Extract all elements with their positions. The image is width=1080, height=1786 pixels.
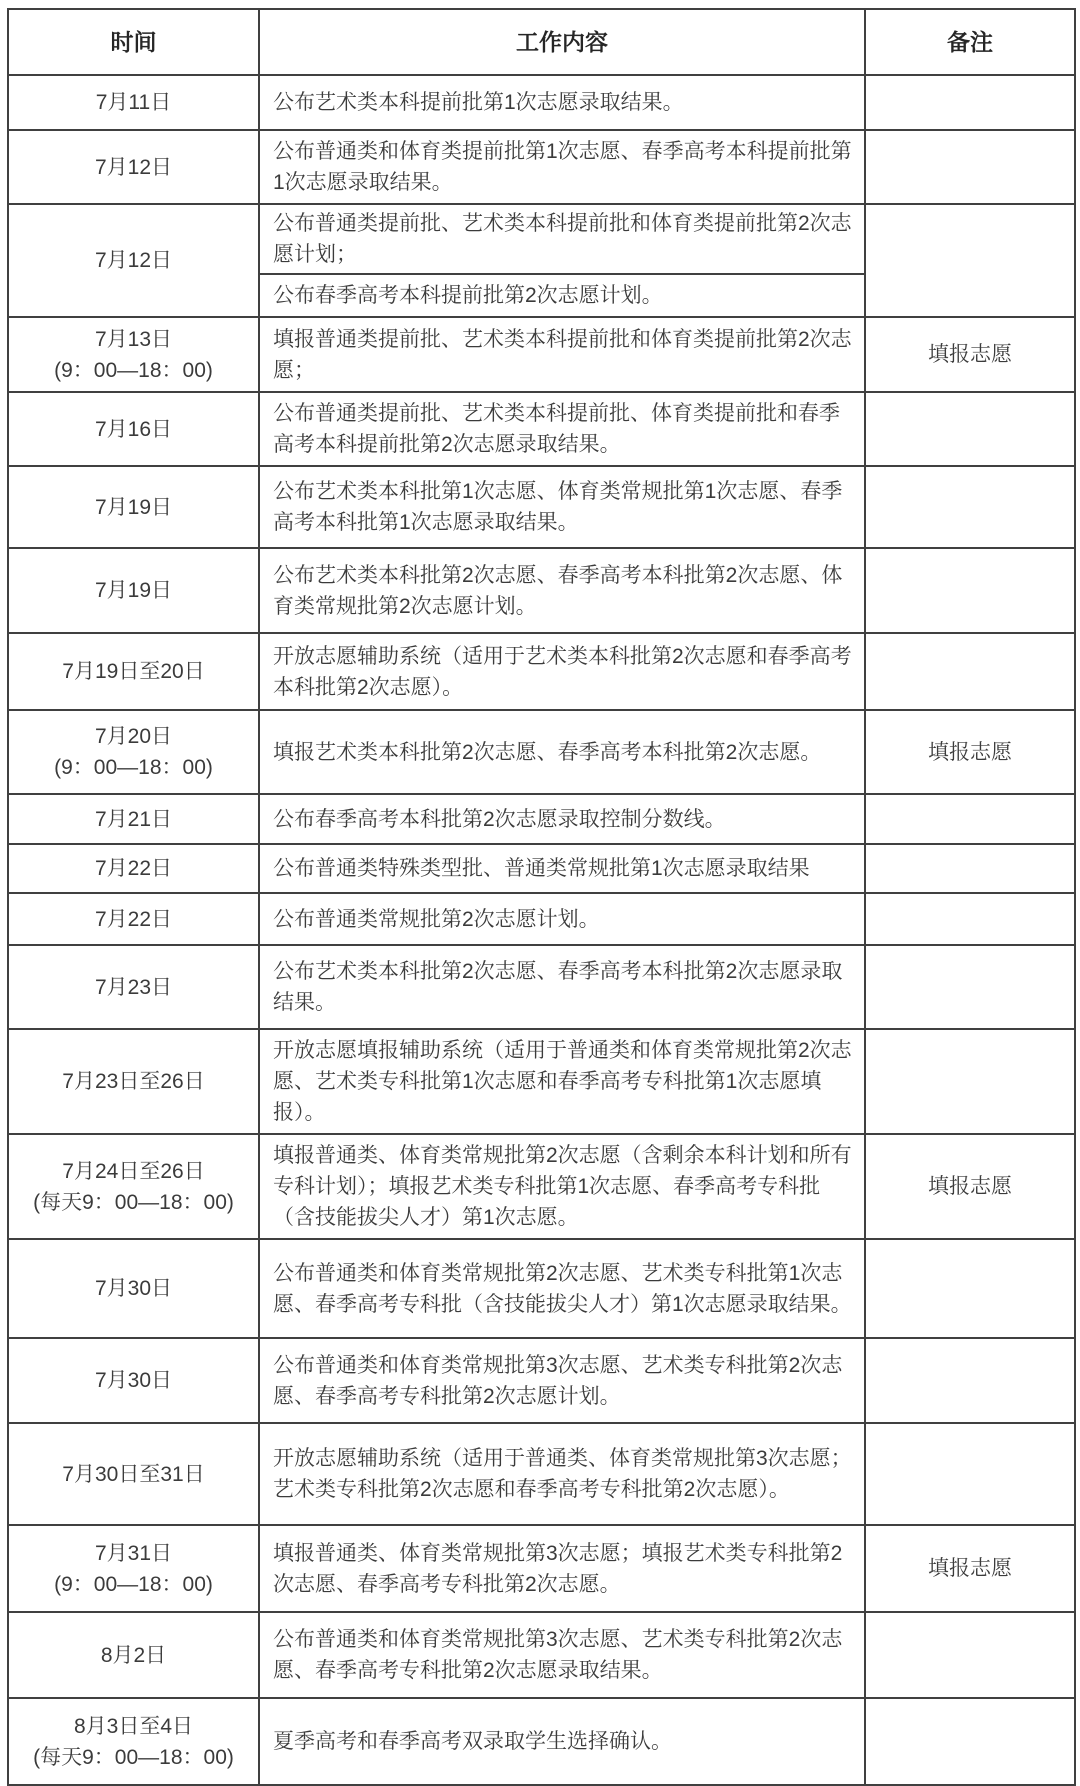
remark-cell [866,1699,1074,1784]
table-row [9,793,1074,843]
content-cell [260,894,866,944]
time-text: 7月24日至26日 [62,1159,205,1183]
content-text: 填报普通类提前批、艺术类本科提前批和体育类提前批第2次志愿； [273,327,852,382]
content-cell [260,205,866,316]
remark-cell [866,393,1074,465]
header-time-label: 时间 [110,28,157,55]
content-text: 公布普通类和体育类常规批第3次志愿、艺术类专科批第2次志愿、春季高考专科批第2次志愿录取结果。 [273,1628,843,1682]
remark-cell [866,894,1074,944]
time-range: (每天9：00—18：00) [33,1745,234,1769]
table-row [9,944,1074,1028]
time-cell [9,711,260,793]
table-row [9,1028,1074,1133]
content-cell [260,1699,866,1784]
table-row [9,547,1074,632]
content-text: 公布春季高考本科提前批第2次志愿计划。 [273,284,663,307]
content-subcell [260,205,864,273]
remark-text: 填报志愿 [928,1557,1012,1580]
time-text: 7月19日 [94,579,173,602]
remark-cell [866,549,1074,632]
content-cell [260,1135,866,1238]
time-cell [9,1240,260,1337]
time-cell [9,393,260,465]
content-text: 公布艺术类本科批第1次志愿、体育类常规批第1次志愿、春季高考本科批第1次志愿录取结果。 [273,480,843,534]
time-cell [9,318,260,391]
time-text: 7月31日 [94,1541,173,1565]
remark-cell [866,205,1074,316]
content-text: 公布春季高考本科批第2次志愿录取控制分数线。 [273,807,726,831]
content-text: 夏季高考和春季高考双录取学生选择确认。 [273,1730,672,1753]
content-text: 填报普通类、体育类常规批第2次志愿（含剩余本科计划和所有专科计划）；填报艺术类专科批第1次志愿、春季高考专科批（含技能拔尖人才）第1次志愿。 [273,1144,852,1229]
content-text: 填报普通类、体育类常规批第3次志愿；填报艺术类专科批第2次志愿、春季高考专科批第2次志愿。 [273,1541,843,1596]
content-text: 填报艺术类本科批第2次志愿、春季高考本科批第2次志愿。 [273,740,822,764]
time-text: 7月22日 [94,857,173,880]
remark-cell [866,1526,1074,1611]
time-cell [9,1339,260,1422]
time-cell [9,634,260,709]
table-row [9,892,1074,944]
content-subcell [260,273,864,316]
time-cell [9,549,260,632]
content-cell [260,795,866,843]
time-text: 7月22日 [94,907,173,931]
remark-cell [866,1339,1074,1422]
content-cell [260,1339,866,1422]
time-text: 7月12日 [94,155,173,179]
content-text: 公布普通类和体育类常规批第3次志愿、艺术类专科批第2次志愿、春季高考专科批第2次志愿计划。 [273,1353,843,1408]
header-remark [866,10,1074,74]
content-cell [260,467,866,547]
header-content [260,10,866,74]
time-cell [9,467,260,547]
remark-cell [866,467,1074,547]
header-content-label: 工作内容 [516,28,608,55]
content-text: 公布艺术类本科提前批第1次志愿录取结果。 [273,91,684,114]
remark-cell [866,76,1074,129]
time-text: 7月13日 [94,327,173,351]
content-cell [260,318,866,391]
remark-cell [866,1135,1074,1238]
time-text: 7月30日 [94,1277,173,1300]
remark-text: 填报志愿 [928,1175,1012,1198]
header-time [9,10,260,74]
remark-cell [866,1240,1074,1337]
time-text: 7月23日至26日 [62,1070,205,1093]
time-cell [9,845,260,892]
time-cell [9,894,260,944]
time-text: 7月16日 [94,417,173,441]
remark-cell [866,946,1074,1028]
content-cell [260,634,866,709]
time-cell [9,946,260,1028]
remark-text: 填报志愿 [928,343,1012,366]
time-range: (9：00—18：00) [54,1572,213,1596]
time-text: 7月12日 [94,249,173,272]
header-remark-label: 备注 [947,28,993,55]
content-cell [260,393,866,465]
remark-cell [866,634,1074,709]
content-text: 公布普通类和体育类常规批第2次志愿、艺术类专科批第1次志愿、春季高考专科批（含技能拔尖人才）第1次志愿录取结果。 [273,1261,852,1316]
content-text: 开放志愿填报辅助系统（适用于普通类和体育类常规批第2次志愿、艺术类专科批第1次志愿和春季高考专科批第1次志愿填报）。 [273,1039,852,1124]
remark-cell [866,318,1074,391]
table-row [9,391,1074,465]
time-range: (9：00—18：00) [54,756,213,779]
remark-text: 填报志愿 [928,740,1012,764]
content-text: 公布普通类提前批、艺术类本科提前批、体育类提前批和春季高考本科提前批第2次志愿录取结果。 [273,402,840,456]
remark-cell [866,131,1074,203]
time-cell [9,131,260,203]
time-cell [9,76,260,129]
table-row [9,1422,1074,1524]
content-cell [260,1424,866,1524]
time-range: (每天9：00—18：00) [33,1190,234,1214]
time-cell [9,795,260,843]
time-text: 7月30日 [94,1369,173,1392]
time-text: 8月2日 [100,1643,167,1667]
time-cell [9,1135,260,1238]
content-text: 开放志愿辅助系统（适用于艺术类本科批第2次志愿和春季高考本科批第2次志愿）。 [273,644,852,699]
table-header-row [9,10,1074,74]
content-cell [260,946,866,1028]
time-text: 7月21日 [94,807,173,831]
content-cell [260,1240,866,1337]
content-cell [260,131,866,203]
remark-cell [866,711,1074,793]
table-row [9,1337,1074,1422]
time-cell [9,1030,260,1133]
time-cell [9,1699,260,1784]
time-cell [9,1613,260,1697]
table-row [9,1133,1074,1238]
content-cell [260,1613,866,1697]
table-row [9,129,1074,203]
content-cell [260,1030,866,1133]
time-cell [9,1424,260,1524]
remark-cell [866,1424,1074,1524]
table-row [9,465,1074,547]
table-row [9,1238,1074,1337]
content-cell [260,549,866,632]
table-row [9,316,1074,391]
remark-cell [866,1613,1074,1697]
time-cell [9,1526,260,1611]
remark-cell [866,845,1074,892]
content-cell [260,1526,866,1611]
table-row [9,632,1074,709]
content-text: 公布普通类和体育类提前批第1次志愿、春季高考本科提前批第1次志愿录取结果。 [273,140,852,194]
table-row [9,1524,1074,1611]
remark-cell [866,795,1074,843]
table-row [9,843,1074,892]
content-text: 公布普通类常规批第2次志愿计划。 [273,907,600,931]
content-cell [260,845,866,892]
time-text: 7月19日至20日 [62,660,205,683]
table-row [9,1697,1074,1784]
time-text: 7月19日 [94,495,173,519]
content-text: 开放志愿辅助系统（适用于普通类、体育类常规批第3次志愿；艺术类专科批第2次志愿和春季高考专科批第2次志愿）。 [273,1447,852,1501]
time-text: 8月3日至4日 [73,1714,194,1738]
time-text: 7月30日至31日 [62,1462,205,1486]
table-row [9,74,1074,129]
table-row [9,1611,1074,1697]
table-row [9,709,1074,793]
time-text: 7月23日 [94,975,173,999]
content-text: 公布艺术类本科批第2次志愿、春季高考本科批第2次志愿录取结果。 [273,960,843,1014]
content-text: 公布普通类提前批、艺术类本科提前批和体育类提前批第2次志愿计划； [273,212,852,266]
time-range: (9：00—18：00) [54,358,213,382]
content-text: 公布普通类特殊类型批、普通类常规批第1次志愿录取结果 [273,857,810,880]
content-cell [260,711,866,793]
time-cell [9,205,260,316]
table-row [9,203,1074,316]
content-cell [260,76,866,129]
schedule-table [7,8,1076,1786]
time-text: 7月20日 [94,725,173,748]
remark-cell [866,1030,1074,1133]
content-text: 公布艺术类本科批第2次志愿、春季高考本科批第2次志愿、体育类常规批第2次志愿计划。 [273,563,843,618]
time-text: 7月11日 [95,91,172,114]
